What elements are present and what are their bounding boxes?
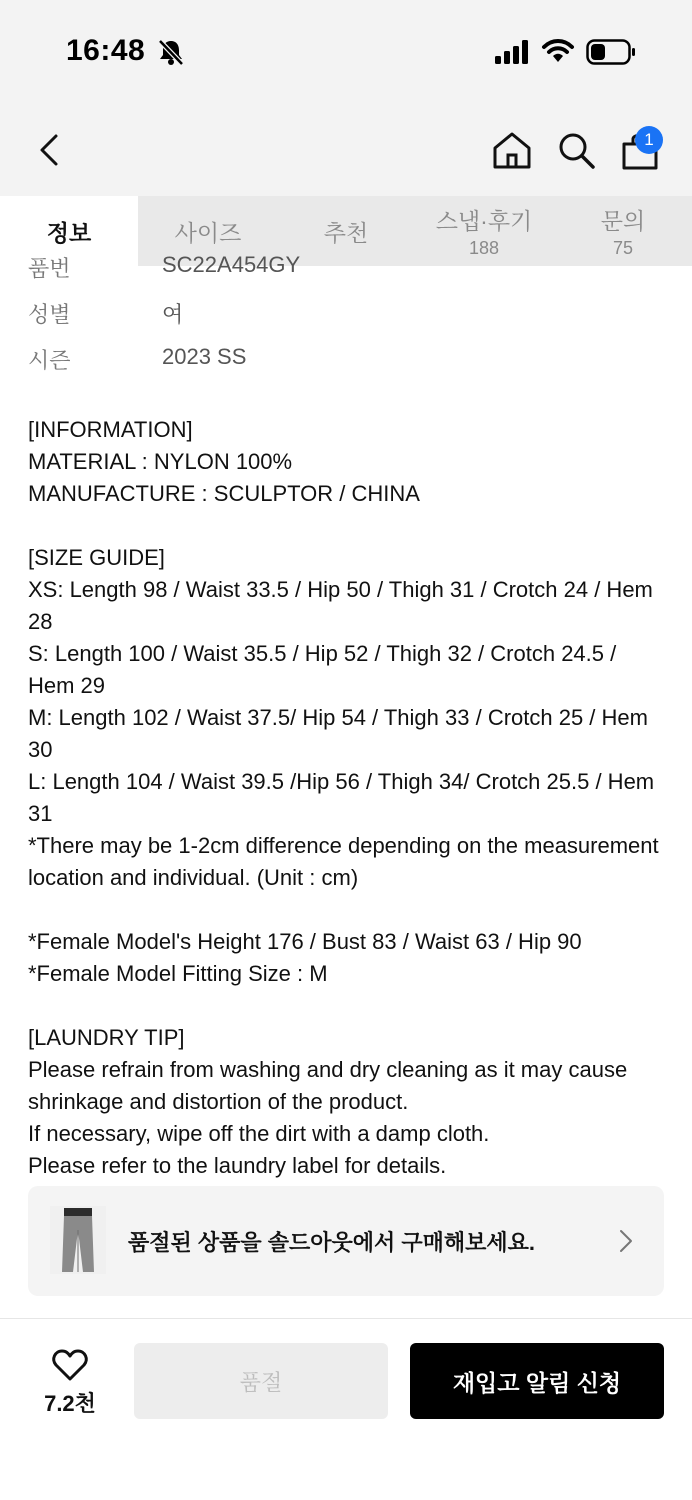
battery-icon [586,38,636,66]
tab-snap-reviews[interactable] [414,196,554,266]
tab-label: 스냅·후기 [435,208,533,234]
chevron-right-icon [618,1228,634,1254]
description-line: XS: Length 98 / Waist 33.5 / Hip 50 / Thigh 31 / Crotch 24 / Hem 28 [28,577,653,634]
description-line: MANUFACTURE : SCULPTOR / CHINA [28,481,420,506]
description-line [28,510,668,542]
description-line: *There may be 1-2cm difference depending on the measurement location and individual. (Unit : cm) [28,833,659,890]
description-line: [LAUNDRY TIP] [28,1025,185,1050]
soldout-button: 품절 [134,1343,388,1419]
spec-label: 품번 [28,256,71,281]
description-line: [INFORMATION] [28,417,193,442]
cart-count-badge: 1 [635,126,663,154]
tab-count: 75 [612,238,634,258]
description-line: *Female Model's Height 176 / Bust 83 / Waist 63 / Hip 90 [28,929,582,954]
status-bar [0,0,692,100]
nav-header [0,100,692,196]
description-line: S: Length 100 / Waist 35.5 / Hip 52 / Thigh 32 / Crotch 24.5 / Hem 29 [28,641,617,698]
tab-label: 추천 [323,219,369,246]
spec-label: 시즌 [28,348,71,373]
description-line: M: Length 102 / Waist 37.5/ Hip 54 / Thigh 33 / Crotch 25 / Hem 30 [28,705,648,762]
product-thumbnail [50,1206,106,1274]
description-line: MATERIAL : NYLON 100% [28,449,293,474]
home-icon[interactable] [492,130,532,170]
description-line: L: Length 104 / Waist 39.5 /Hip 56 / Thigh 34/ Crotch 25.5 / Hem 31 [28,769,655,826]
description-line: *Female Model Fitting Size : M [28,961,328,986]
status-time: 16:48 [66,34,146,67]
tab-label: 사이즈 [174,219,242,246]
spec-value: 여 [162,302,184,327]
heart-icon[interactable] [52,1349,88,1381]
tab-label: 문의 [600,208,646,234]
description-line: Please refer to the laundry label for details. [28,1153,447,1178]
cellular-signal-icon [495,40,531,64]
description-line [28,894,668,926]
product-info-content [0,252,692,1316]
description-line: Please refrain from washing and dry cleaning as it may cause shrinkage and distortion of the product. [28,1057,628,1114]
product-tabs [0,196,692,266]
restock-alert-button[interactable]: 재입고 알림 신청 [410,1343,664,1419]
search-icon[interactable] [556,130,596,170]
bell-muted-icon [156,38,186,66]
spec-value: 2023 SS [162,344,247,369]
spec-value: SC22A454GY [162,252,301,277]
description-line [28,990,668,1022]
tab-count: 188 [468,238,500,258]
like-count: 7.2천 [44,1391,96,1416]
tab-inquiry[interactable] [554,196,692,266]
wifi-icon [542,38,574,64]
product-description [28,414,668,1182]
back-chevron-icon[interactable] [34,130,66,170]
description-line: [SIZE GUIDE] [28,545,165,570]
tab-label: 정보 [46,219,92,246]
bottom-action-bar [0,1318,692,1500]
description-line: If necessary, wipe off the dirt with a damp cloth. [28,1121,490,1146]
spec-label: 성별 [28,302,71,327]
soldout-banner[interactable] [28,1186,664,1296]
soldout-banner-text: 품절된 상품을 솔드아웃에서 구매해보세요. [128,1230,535,1255]
